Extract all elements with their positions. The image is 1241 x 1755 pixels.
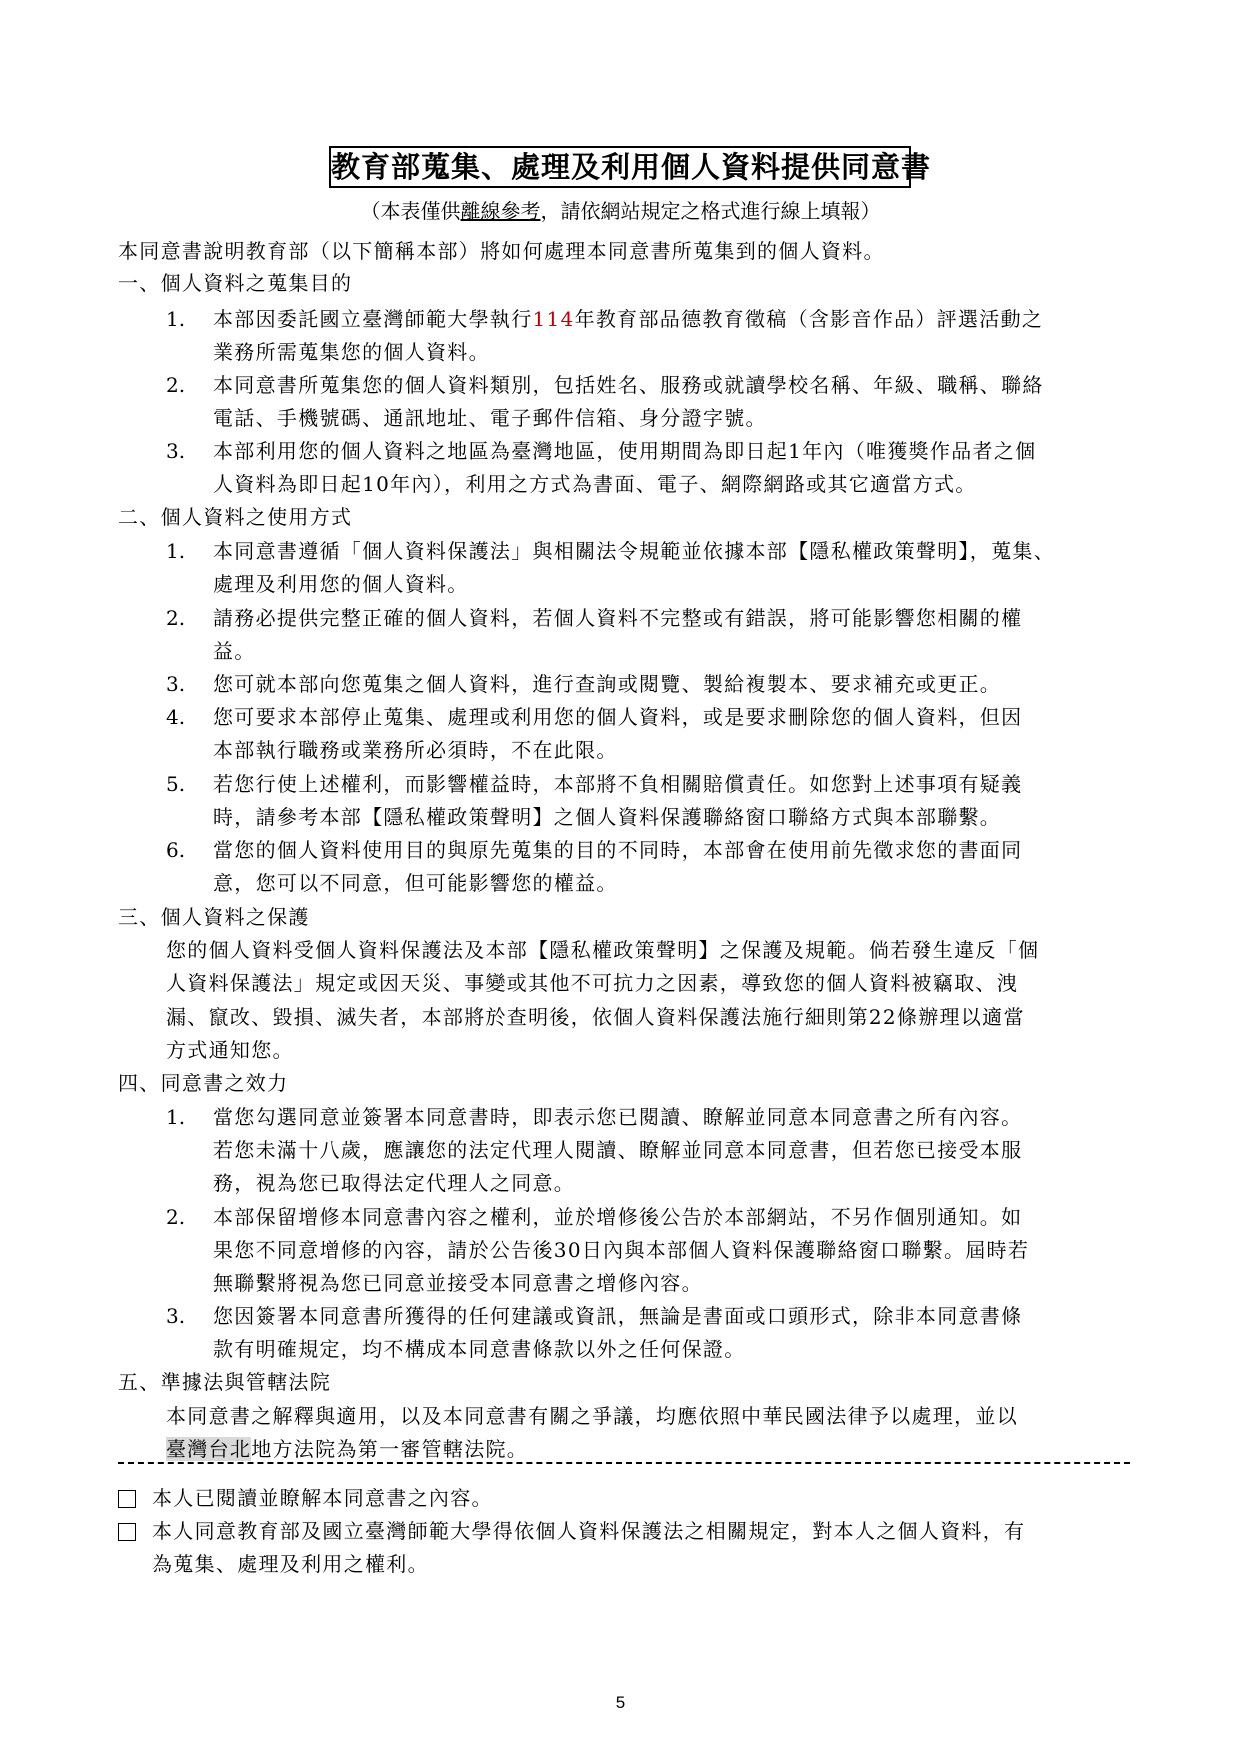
list-item-text: 請務必提供完整正確的個人資料，若個人資料不完整或有錯誤，將可能影響您相關的權 <box>213 606 1023 630</box>
paragraph-line: 人資料保護法」規定或因天災、事變或其他不可抗力之因素，導致您的個人資料被竊取、洩 <box>166 971 1018 995</box>
paragraph-line: 漏、竄改、毀損、滅失者，本部將於查明後，依個人資料保護法施行細則第22條辦理以適當 <box>166 1005 1025 1029</box>
consent-label-read: 本人已閱讀並瞭解本同意書之內容。 <box>152 1486 493 1510</box>
list-number: 2. <box>166 606 186 630</box>
list-number: 3. <box>166 439 186 463</box>
paragraph-line: 本同意書之解釋與適用，以及本同意書有關之爭議，均應依照中華民國法律予以處理，並以 <box>166 1404 1018 1428</box>
list-number: 2. <box>166 373 186 397</box>
list-number: 3. <box>166 1304 186 1328</box>
list-item-text: 無聯繫將視為您已同意並接受本同意書之增修內容。 <box>213 1271 703 1295</box>
list-item-text: 本同意書所蒐集您的個人資料類別，包括姓名、服務或就讀學校名稱、年級、職稱、聯絡 <box>213 373 1044 397</box>
list-number: 1. <box>166 539 186 563</box>
list-number: 2. <box>166 1205 186 1229</box>
list-item-text: 本同意書遵循「個人資料保護法」與相關法令規範並依據本部【隱私權政策聲明】，蒐集、 <box>213 539 1055 563</box>
list-item-text: 您可要求本部停止蒐集、處理或利用您的個人資料，或是要求刪除您的個人資料，但因 <box>213 705 1023 729</box>
list-item-text: 本部利用您的個人資料之地區為臺灣地區，使用期間為即日起1年內（唯獲獎作品者之個 <box>213 439 1037 463</box>
list-number: 5. <box>166 772 186 796</box>
list-item-text: 您可就本部向您蒐集之個人資料，進行查詢或閱覽、製給複製本、要求補充或更正。 <box>213 672 1002 696</box>
list-number: 3. <box>166 672 186 696</box>
document-subtitle: （本表僅供離線參考，請依網站規定之格式進行線上填報） <box>360 199 881 223</box>
list-item-text: 務，視為您已取得法定代理人之同意。 <box>213 1171 576 1195</box>
list-item-text: 若您未滿十八歲，應讓您的法定代理人閱讀、瞭解並同意本同意書，但若您已接受本服 <box>213 1138 1023 1162</box>
list-item-text: 電話、手機號碼、通訊地址、電子郵件信箱、身分證字號。 <box>213 406 767 430</box>
consent-label-agree: 本人同意教育部及國立臺灣師範大學得依個人資料保護法之相關規定，對本人之個人資料，有 <box>152 1519 1026 1543</box>
consent-label-agree: 為蒐集、處理及利用之權利。 <box>152 1552 429 1576</box>
list-item-text: 當您的個人資料使用目的與原先蒐集的目的不同時，本部會在使用前先徵求您的書面同 <box>213 838 1023 862</box>
list-item-text: 時，請參考本部【隱私權政策聲明】之個人資料保護聯絡窗口聯絡方式與本部聯繫。 <box>213 805 1002 829</box>
list-item-text: 益。 <box>213 639 256 663</box>
section5-heading: 五、準據法與管轄法院 <box>118 1370 331 1394</box>
consent-checkbox-agree[interactable] <box>118 1523 136 1541</box>
document-title: 教育部蒐集、處理及利用個人資料提供同意書 <box>329 146 911 188</box>
list-number: 1. <box>166 307 186 331</box>
section1-heading: 一、個人資料之蒐集目的 <box>118 271 353 295</box>
section4-heading: 四、同意書之效力 <box>118 1071 289 1095</box>
list-item-text: 業務所需蒐集您的個人資料。 <box>213 340 490 364</box>
list-item-text: 當您勾選同意並簽署本同意書時，即表示您已閱讀、瞭解並同意本同意書之所有內容。 <box>213 1105 1023 1129</box>
consent-checkbox-read[interactable] <box>118 1490 136 1508</box>
list-item-text: 您因簽署本同意書所獲得的任何建議或資訊，無論是書面或口頭形式，除非本同意書條 <box>213 1304 1023 1328</box>
list-item-text: 本部因委託國立臺灣師範大學執行114年教育部品德教育徵稿（含影音作品）評選活動之 <box>213 307 1044 331</box>
paragraph-line: 您的個人資料受個人資料保護法及本部【隱私權政策聲明】之保護及規範。倘若發生違反「個 <box>166 938 1040 962</box>
paragraph-line: 方式通知您。 <box>166 1038 294 1062</box>
list-item-text: 果您不同意增修的內容，請於公告後30日內與本部個人資料保護聯絡窗口聯繫。屆時若 <box>213 1238 1030 1262</box>
list-number: 4. <box>166 705 186 729</box>
list-number: 6. <box>166 838 186 862</box>
list-item-text: 若您行使上述權利，而影響權益時，本部將不負相關賠償責任。如您對上述事項有疑義 <box>213 772 1023 796</box>
dashed-divider <box>118 1462 1130 1464</box>
paragraph-line: 臺灣台北地方法院為第一審管轄法院。 <box>166 1437 529 1461</box>
list-item-text: 本部執行職務或業務所必須時，不在此限。 <box>213 738 618 762</box>
section3-heading: 三、個人資料之保護 <box>118 905 310 929</box>
list-item-text: 意，您可以不同意，但可能影響您的權益。 <box>213 871 618 895</box>
list-number: 1. <box>166 1105 186 1129</box>
list-item-text: 人資料為即日起10年內），利用之方式為書面、電子、網際網路或其它適當方式。 <box>213 472 977 496</box>
list-item-text: 款有明確規定，均不構成本同意書條款以外之任何保證。 <box>213 1337 746 1361</box>
intro-paragraph: 本同意書說明教育部（以下簡稱本部）將如何處理本同意書所蒐集到的個人資料。 <box>118 239 885 263</box>
section2-heading: 二、個人資料之使用方式 <box>118 505 353 529</box>
list-item-text: 本部保留增修本同意書內容之權利，並於增修後公告於本部網站，不另作個別通知。如 <box>213 1205 1023 1229</box>
page-number: 5 <box>615 1693 626 1712</box>
list-item-text: 處理及利用您的個人資料。 <box>213 572 469 596</box>
